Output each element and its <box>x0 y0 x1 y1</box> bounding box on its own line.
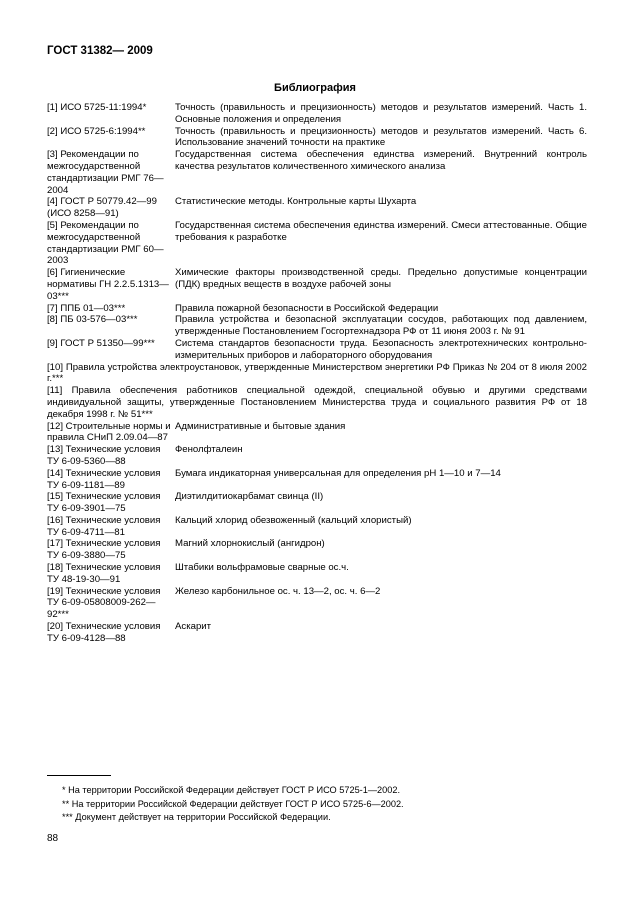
document-header: ГОСТ 31382— 2009 <box>47 45 153 57</box>
footnotes <box>62 784 404 825</box>
footnote: ** На территории Российской Федерации действует ГОСТ Р ИСО 5725-6—2002. <box>62 798 404 809</box>
entry-reference: [15] Технические условия ТУ 6-09-3901—75 <box>47 491 161 515</box>
entry-description: Фенолфталеин <box>175 444 243 456</box>
entry-reference: [3] Рекомендации по межгосударственной стандартизации РМГ 76—2004 <box>47 149 164 196</box>
entry-description: Точность (правильность и прецизионность) методов и результатов измерений. Часть 1. Основные положения и определения <box>175 102 587 125</box>
footnote: * На территории Российской Федерации действует ГОСТ Р ИСО 5725-1—2002. <box>62 785 401 795</box>
footnote: *** Документ действует на территории Российской Федерации. <box>62 812 331 822</box>
entry-description: Система стандартов безопасности труда. Безопасность электротехнических контрольно-измерительных приборов и лабораторного оборудования <box>175 337 587 361</box>
entry-reference: [19] Технические условия ТУ 6-09-05808009-262—92*** <box>47 585 161 621</box>
footnote-divider <box>47 775 111 776</box>
bibliography-entry <box>47 538 587 562</box>
entry-description: Бумага индикаторная универсальная для определения pH 1—10 и 7—14 <box>175 467 501 479</box>
entry-reference: [14] Технические условия ТУ 6-09-1181—89 <box>47 467 161 491</box>
entry-reference: [1] ИСО 5725-11:1994* <box>47 102 147 113</box>
bibliography-entry <box>47 586 587 621</box>
bibliography-entry <box>47 515 587 539</box>
entry-reference: [5] Рекомендации по межгосударственной стандартизации РМГ 60—2003 <box>47 219 164 267</box>
entry-reference: [17] Технические условия ТУ 6-09-3880—75 <box>47 538 161 562</box>
entry-reference: [6] Гигиенические нормативы ГН 2.2.5.1313—03*** <box>47 267 169 302</box>
bibliography-entry <box>47 102 587 126</box>
entry-description: Государственная система обеспечения единства измерений. Внутренний контроль качества результатов количественного химического анализа <box>175 149 587 172</box>
entry-reference: [18] Технические условия ТУ 48-19-30—91 <box>47 562 161 585</box>
bibliography-entry <box>47 126 587 150</box>
bibliography-entry <box>47 314 587 338</box>
bibliography-list <box>47 102 587 645</box>
bibliography-entry <box>47 338 587 362</box>
entry-description: Кальций хлорид обезвоженный (кальций хлористый) <box>175 514 412 526</box>
entry-reference: [2] ИСО 5725-6:1994** <box>47 125 146 137</box>
bibliography-entry-full: [10] Правила устройства электроустановок, утвержденные Министерством энергетики РФ Приказ № 204 от 8 июля 2002 г.*** <box>47 361 587 385</box>
bibliography-title: Библиография <box>274 82 356 94</box>
entry-description: Магний хлорнокислый (ангидрон) <box>175 538 325 550</box>
entry-description: Аскарит <box>175 621 212 633</box>
entry-description: Химические факторы производственной среды. Предельно допустимые концентрации (ПДК) вредных веществ в воздухе рабочей зоны <box>175 267 587 290</box>
bibliography-entry <box>47 220 587 267</box>
bibliography-entry <box>47 267 587 302</box>
entry-reference: [8] ПБ 03-576—03*** <box>47 314 138 326</box>
entry-description: Государственная система обеспечения единства измерений. Смеси аттестованные. Общие требования к разработке <box>175 219 587 243</box>
page-number: 88 <box>47 833 59 844</box>
entry-description: Железо карбонильное ос. ч. 13—2, ос. ч. 6—2 <box>175 585 381 597</box>
bibliography-entry <box>47 562 587 586</box>
entry-description: Штабики вольфрамовые сварные ос.ч. <box>175 562 349 574</box>
bibliography-entry <box>47 621 587 645</box>
bibliography-entry <box>47 444 587 468</box>
entry-description: Точность (правильность и прецизионность) методов и результатов измерений. Часть 6. Использование значений точности на практике <box>175 125 587 149</box>
bibliography-entry <box>47 303 587 315</box>
entry-reference: [4] ГОСТ Р 50779.42—99 (ИСО 8258—91) <box>47 196 157 220</box>
bibliography-entry <box>47 421 587 445</box>
entry-description: Диэтилдитиокарбамат свинца (II) <box>175 491 324 503</box>
entry-reference: [9] ГОСТ Р 51350—99*** <box>47 337 155 349</box>
bibliography-entry-full: [11] Правила обеспечения работников специальной одеждой, специальной обувью и другими средствами индивидуальной защиты, утвержденные Постановлением Министерства труда и социального развития РФ от 18 декабря 1998 г. № 51*** <box>47 385 587 420</box>
entry-description: Статистические методы. Контрольные карты Шухарта <box>175 196 417 208</box>
entry-reference: [16] Технические условия ТУ 6-09-4711—81 <box>47 514 161 538</box>
bibliography-entry <box>47 468 587 492</box>
entry-description: Административные и бытовые здания <box>175 420 346 432</box>
entry-reference: [20] Технические условия ТУ 6-09-4128—88 <box>47 621 161 644</box>
entry-reference: [13] Технические условия ТУ 6-09-5360—88 <box>47 444 161 467</box>
bibliography-entry <box>47 491 587 515</box>
bibliography-entry <box>47 149 587 196</box>
entry-reference: [7] ППБ 01—03*** <box>47 302 126 314</box>
entry-description: Правила устройства и безопасной эксплуатации сосудов, работающих под давлением, утвержденные Постановлением Госгортехнадзора РФ от 11 июня 2003 г. № 91 <box>175 314 587 338</box>
bibliography-entry <box>47 196 587 220</box>
entry-reference: [12] Строительные нормы и правила СНиП 2.09.04—87 <box>47 420 171 444</box>
entry-description: Правила пожарной безопасности в Российской Федерации <box>175 302 439 314</box>
